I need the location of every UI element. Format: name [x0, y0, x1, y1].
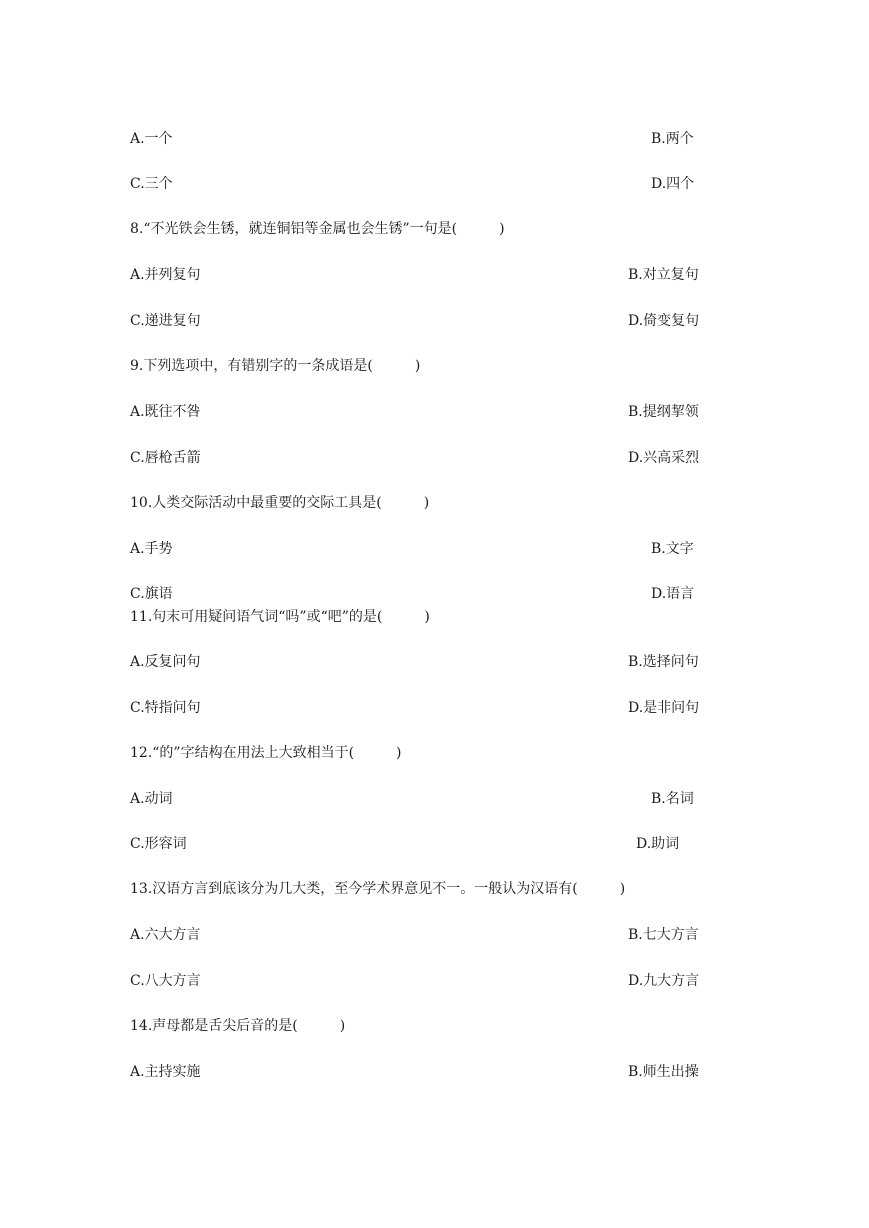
question-11: 11.句末可用疑问语气词“吗”或“吧”的是( ) [130, 609, 430, 625]
q7-option-d: D.四个 [651, 176, 695, 192]
q11-option-d: D.是非问句 [628, 700, 700, 716]
q10-option-c: C.旗语 [130, 586, 173, 602]
q9-option-b: B.提纲挈领 [628, 404, 699, 420]
q11-option-a: A.反复问句 [130, 654, 201, 670]
question-14: 14.声母都是舌尖后音的是( ) [130, 1018, 346, 1034]
q8-option-c: C.递进复句 [130, 313, 201, 329]
q12-option-d: D.助词 [636, 836, 680, 852]
q13-option-d: D.九大方言 [628, 973, 700, 989]
q10-option-a: A.手势 [130, 541, 173, 557]
q9-option-d: D.兴高采烈 [628, 450, 700, 466]
q11-option-c: C.特指问句 [130, 700, 201, 716]
question-10: 10.人类交际活动中最重要的交际工具是( ) [130, 495, 430, 511]
q13-option-b: B.七大方言 [628, 927, 699, 943]
q7-option-c: C.三个 [130, 176, 173, 192]
question-12: 12.“的”字结构在用法上大致相当于( ) [130, 745, 402, 761]
q9-option-c: C.唇枪舌箭 [130, 450, 201, 466]
q8-option-b: B.对立复句 [628, 267, 699, 283]
q13-option-c: C.八大方言 [130, 973, 201, 989]
q12-option-b: B.名词 [651, 791, 694, 807]
question-8: 8.“不光铁会生锈，就连铜铝等金属也会生锈”一句是( ) [130, 221, 505, 237]
q10-option-d: D.语言 [651, 586, 695, 602]
q7-option-b: B.两个 [651, 131, 694, 147]
q9-option-a: A.既往不咎 [130, 404, 201, 420]
q8-option-d: D.倚变复句 [628, 313, 700, 329]
q8-option-a: A.并列复句 [130, 267, 201, 283]
q11-option-b: B.选择问句 [628, 654, 699, 670]
q12-option-c: C.形容词 [130, 836, 187, 852]
q7-option-a: A.一个 [130, 131, 173, 147]
q10-option-b: B.文字 [651, 541, 694, 557]
q14-option-b: B.师生出操 [628, 1064, 699, 1080]
q12-option-a: A.动词 [130, 791, 173, 807]
q13-option-a: A.六大方言 [130, 927, 201, 943]
question-9: 9.下列选项中，有错别字的一条成语是( ) [130, 358, 421, 374]
question-13: 13.汉语方言到底该分为几大类，至今学术界意见不一。一般认为汉语有( ) [130, 881, 626, 897]
q14-option-a: A.主持实施 [130, 1064, 201, 1080]
